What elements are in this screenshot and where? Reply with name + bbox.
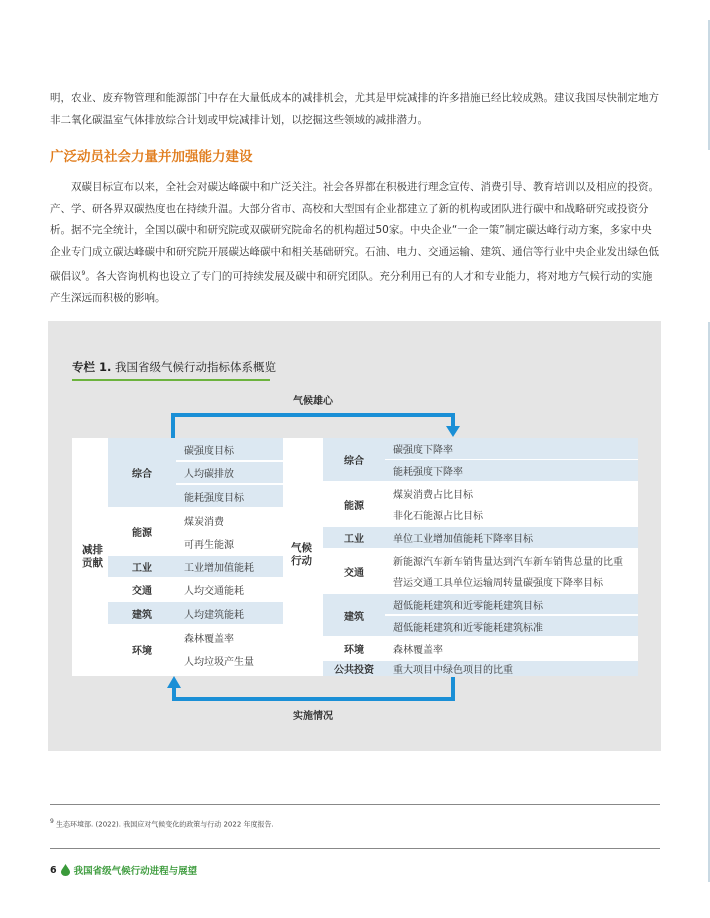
page-footer [50, 863, 197, 877]
top-arrow-head [446, 426, 460, 437]
leaf-drop-icon [61, 864, 70, 876]
right-side-label [291, 542, 312, 568]
footnote-ref[interactable]: 9 [81, 270, 86, 278]
left-item: 人均垃圾产生量 [184, 657, 254, 668]
right-item: 煤炭消费占比目标 [393, 490, 473, 501]
right-item: 重大项目中绿色项目的比重 [385, 661, 638, 676]
left-panel [72, 438, 286, 676]
left-cat-zonghe: 综合 [108, 438, 176, 507]
right-item: 新能源汽车新车销售量达到汽车新车销售总量的比重 [393, 557, 623, 568]
bottom-arrow-line [174, 677, 453, 699]
right-panel [283, 438, 638, 676]
left-item: 森林覆盖率 [184, 633, 234, 645]
sidebar-box [48, 321, 661, 751]
bottom-arrow-head [167, 676, 181, 688]
right-side-label-line1: 气候 [291, 542, 312, 554]
right-item: 单位工业增加值能耗下降率目标 [385, 527, 638, 548]
right-cat-gongye: 工业 [323, 527, 385, 548]
right-side-label-line2: 行动 [291, 555, 312, 567]
right-item: 能耗强度下降率 [385, 460, 638, 481]
box-title-prefix: 专栏 1. [72, 360, 112, 374]
left-item: 人均建筑能耗 [176, 602, 286, 624]
para2-text-a: 双碳目标宣布以来，全社会对碳达峰碳中和广泛关注。社会各界都在积极进行理念宣传、消费引导、教育培训以及相应的投资。产、学、研各界双碳热度也在持续升温。大部分省市、高校和大型国有企业都建立了新的机构或团队进行碳中和战略研究或投资分析。据不完全统计，全国以碳中和研究院或双碳研究院命名的机构超过50家。中央企业“一企一策”制定碳达峰行动方案，多家中央企业专门成立碳达峰碳中和研究院开展碳达峰碳中和相关基础研究。石油、电力、交通运输、建筑、通信等行业中央企业发出绿色低碳倡议 [50, 181, 659, 283]
left-side-label-line1: 减排 [82, 544, 103, 556]
right-cat-jianzhu: 建筑 [323, 594, 385, 636]
left-item: 能耗强度目标 [176, 485, 286, 507]
left-item: 工业增加值能耗 [176, 556, 286, 577]
left-item: 煤炭消费 [184, 516, 224, 528]
right-cat-nengyuan: 能源 [344, 500, 364, 512]
left-cat-jianzhu: 建筑 [108, 602, 176, 624]
right-item: 非化石能源占比目标 [393, 511, 483, 522]
right-item: 营运交通工具单位运输周转量碳强度下降率目标 [393, 578, 603, 589]
left-item: 碳强度目标 [176, 438, 286, 460]
footnote-divider [50, 804, 660, 805]
bottom-arrow-label: 实施情况 [293, 711, 333, 722]
section-heading: 广泛动员社会力量并加强能力建设 [50, 149, 253, 165]
page-number: 6 [50, 864, 57, 876]
right-cat-huanjing: 环境 [344, 645, 364, 656]
right-item: 超低能耗建筑和近零能耗建筑标准 [385, 616, 638, 636]
right-cat-jiaotong: 交通 [344, 567, 364, 579]
top-arrow-line [173, 415, 453, 438]
right-cat-gonggongtouzi: 公共投资 [323, 661, 385, 676]
body-paragraph-1: 明，农业、废弃物管理和能源部门中存在大量低成本的减排机会，尤其是甲烷减排的许多措施已经比较成熟。建议我国尽快制定地方非二氧化碳温室气体排放综合计划或甲烷减排计划，以挖掘这些领域的减排潜力。 [50, 92, 659, 126]
right-item: 森林覆盖率 [393, 645, 443, 656]
left-side-label-line2: 贡献 [82, 557, 103, 569]
left-side-label [82, 544, 103, 570]
left-item: 人均交通能耗 [184, 586, 244, 597]
para2-text-b: 。各大咨询机构也设立了专门的可持续发展及碳中和研究团队。充分利用已有的人才和专业能力，将对地方气候行动的实施产生深远而积极的影响。 [50, 270, 653, 305]
box-title-text: 我国省级气候行动指标体系概览 [111, 360, 277, 374]
left-cat-gongye: 工业 [108, 556, 176, 577]
footer-divider [50, 848, 660, 849]
left-cat-jiaotong: 交通 [132, 586, 152, 597]
footnote-text: 生态环境部. (2022). 我国应对气候变化的政策与行动 2022 年度报告. [53, 820, 274, 829]
right-cat-zonghe: 综合 [323, 438, 385, 481]
left-cat-nengyuan: 能源 [132, 528, 152, 539]
body-paragraph-2 [50, 177, 662, 310]
top-arrow-label: 气候雄心 [293, 396, 333, 407]
left-item: 可再生能源 [184, 539, 234, 551]
left-item: 人均碳排放 [176, 462, 286, 483]
right-item: 超低能耗建筑和近零能耗建筑目标 [385, 594, 638, 614]
footnote [50, 818, 274, 829]
footnote-mark: 9 [50, 818, 54, 825]
right-item: 碳强度下降率 [385, 438, 638, 459]
left-cat-huanjing: 环境 [132, 645, 152, 657]
publication-title: 我国省级气候行动进程与展望 [73, 866, 198, 877]
